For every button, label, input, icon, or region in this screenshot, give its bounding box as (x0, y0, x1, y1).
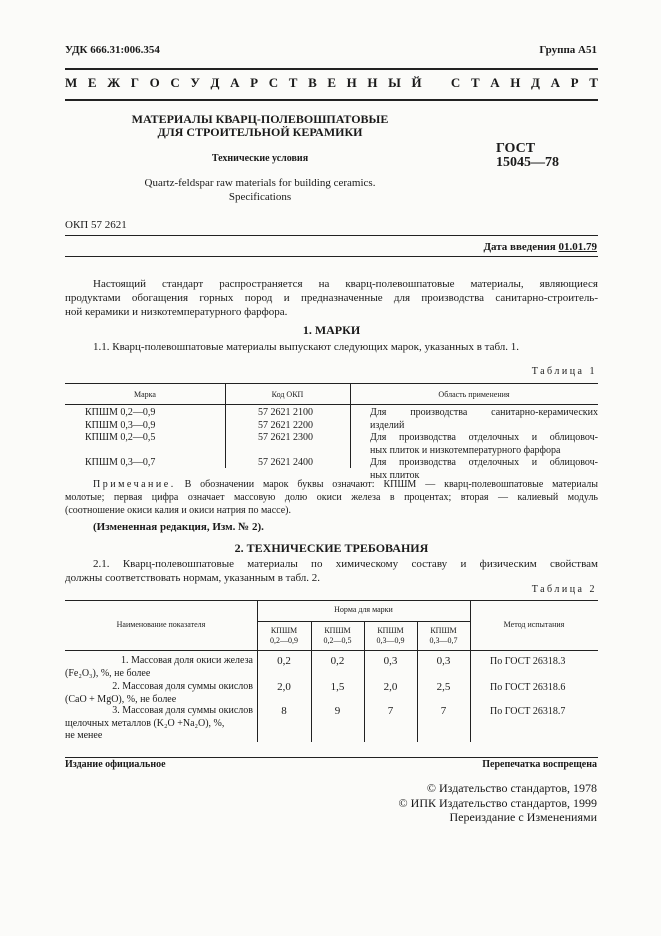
table1-header-use: Область применения (438, 390, 510, 399)
intro-line3: ной керамики и низкотемпературного фарфора. (65, 306, 288, 318)
banner-letter: Н (367, 75, 378, 90)
banner-letter: С (450, 75, 461, 90)
table2-value: 2,5 (436, 681, 451, 693)
table2-value: 2,0 (277, 681, 291, 693)
table-row (65, 655, 253, 680)
table-row (370, 407, 598, 432)
table1-cell-use: Для производства отделочных и облицовоч- (370, 457, 598, 468)
table1-note-line1 (93, 479, 598, 492)
table1-header-border (65, 404, 598, 405)
table2-indicator-line: щелочных металлов (K₂O +Na₂O), %, (65, 717, 225, 729)
banner-letter: Е (87, 75, 97, 90)
table1-cell-use: Для производства отделочных и облицовоч- (370, 432, 598, 443)
table1-top-border (65, 383, 598, 384)
table2-method: По ГОСТ 26318.7 (490, 706, 566, 717)
table2-value: 7 (387, 705, 394, 717)
section1-para: 1.1. Кварц-полевошпатовые материалы выпускают следующих марок, указанных в табл. 1. (93, 341, 520, 353)
banner-letter: В (308, 75, 317, 90)
intro-date-label: Дата введения (483, 241, 556, 253)
table2-mark-col (364, 626, 417, 646)
banner-letter: Т (589, 75, 598, 90)
banner-letter: Р (570, 75, 579, 90)
table1-cell-code: 57 2621 2100 (258, 407, 313, 418)
okp-code: ОКП 57 2621 (65, 219, 127, 231)
banner-letter: М (65, 75, 78, 90)
table2-value: 2,0 (383, 681, 398, 693)
intro-date (483, 241, 597, 253)
table2-value: 8 (281, 705, 287, 717)
reissue-note: Переиздание с Изменениями (449, 810, 597, 824)
mark-range: 0,2—0,5 (323, 636, 352, 645)
table2-header-method: Метод испытания (503, 620, 565, 629)
table2-mark-col (311, 626, 364, 646)
table2-norm-subheader-border (257, 621, 470, 622)
table2-method: По ГОСТ 26318.6 (490, 682, 566, 693)
section1-heading: 1. МАРКИ (302, 323, 361, 337)
banner-letter: С (268, 75, 279, 90)
intro-line2: продуктами обогащения горных пород и предназначенные для производства санитарно-строитель- (65, 292, 598, 304)
table1-note-line3: (соотношение окиси калия и окиси натрия по массе). (65, 505, 291, 516)
mark-range: 0,3—0,7 (429, 636, 458, 645)
banner-letter: Р (250, 75, 259, 90)
table1-cell-mark: КПШМ 0,3—0,7 (85, 457, 156, 468)
banner-letter: С (170, 75, 180, 90)
table2-value: 0,2 (330, 655, 345, 667)
mark-name: КПШМ (377, 626, 404, 635)
table2-mark-col (417, 626, 470, 646)
doc-title-line1: МАТЕРИАЛЫ КВАРЦ-ПОЛЕВОШПАТОВЫЕ (131, 112, 389, 126)
banner-letter: А (490, 75, 500, 90)
doc-title-en-line1: Quartz-feldspar raw materials for building ceramics. (144, 177, 376, 189)
table1-caption: Таблица 1 (531, 366, 597, 377)
banner-letter: Е (327, 75, 337, 90)
banner-letter: О (149, 75, 160, 90)
doc-title-line2: ДЛЯ СТРОИТЕЛЬНОЙ КЕРАМИКИ (157, 125, 363, 139)
table1-header-mark: Марка (134, 390, 156, 399)
footer-rule (65, 757, 598, 758)
copyright-1999: © ИПК Издательство стандартов, 1999 (398, 795, 597, 810)
table2-method: По ГОСТ 26318.3 (490, 656, 566, 667)
table2-caption: Таблица 2 (531, 584, 597, 595)
doc-title-en-line2: Specifications (228, 191, 292, 203)
table1-cell-code: 57 2621 2300 (258, 432, 313, 443)
amendment-note: (Измененная редакция, Изм. № 2). (93, 521, 264, 533)
table-row (85, 407, 155, 432)
banner-letter: Д (531, 75, 540, 90)
table-row (258, 407, 313, 432)
banner-letter (432, 75, 440, 93)
table1-cell-mark: КПШМ 0,2—0,9 (85, 407, 156, 418)
copyright-1978: © Издательство стандартов, 1978 (426, 781, 597, 795)
banner-letter: Г (130, 75, 139, 90)
table-row (370, 432, 598, 457)
banner-letter: Й (411, 75, 422, 90)
banner-letter: А (230, 75, 240, 90)
banner-letter: Н (510, 75, 521, 90)
table2-value: 9 (334, 705, 341, 717)
reprint-prohibited: Перепечатка воспрещена (482, 759, 597, 770)
official-edition: Издание официальное (65, 759, 166, 770)
table2-header-border (65, 650, 598, 651)
table2-indicator-line: (CaO + MgO), %, не более (65, 693, 177, 705)
header-rule-top (65, 68, 598, 70)
table1-cell-mark: КПШМ 0,3—0,9 (85, 419, 156, 431)
table2-value: 1,5 (330, 681, 345, 693)
table2-indicator-line: (Fe₂O₃), %, не более (65, 667, 151, 679)
table2-indicator-line: 3. Массовая доля суммы окислов (112, 705, 253, 716)
table2-indicator-line: 1. Массовая доля окиси железа (120, 655, 253, 666)
table1-cell-use: ных плиток и низкотемпературного фарфора (370, 444, 561, 456)
banner-letter: Ы (388, 75, 401, 90)
banner-letter: Н (346, 75, 357, 90)
table2-value: 0,2 (277, 655, 291, 667)
note-label: Примечание. (93, 479, 176, 490)
mark-range: 0,2—0,9 (270, 636, 298, 645)
banner-letter: У (190, 75, 200, 90)
intro-line1: Настоящий стандарт распространяется на кварц-полевошпатовые материалы, являющиеся (93, 278, 598, 290)
table1-cell-use: Для производства санитарно-керамических (370, 407, 598, 418)
gost-number: 15045—78 (496, 155, 559, 170)
mark-name: КПШМ (270, 626, 298, 635)
section2-heading: 2. ТЕХНИЧЕСКИЕ ТРЕБОВАНИЯ (234, 541, 429, 555)
banner-letter: Д (210, 75, 220, 90)
banner-letter: Т (470, 75, 480, 90)
table1-note-line2: молотые; первая цифра означает массовую долю окиси железа в процентах; вторая — калиевый модуль (65, 492, 598, 503)
table1-cell-use: ных плиток (370, 469, 420, 481)
doc-subtitle: Технические условия (211, 153, 309, 164)
header-rule-bottom (65, 99, 598, 101)
table2-indicator-line: не менее (65, 730, 103, 741)
table2-indicator-line: 2. Массовая доля суммы окислов (112, 681, 253, 692)
table2-top-border (65, 600, 598, 601)
table1-cell-mark: КПШМ 0,2—0,5 (85, 432, 156, 443)
copyright-block (399, 781, 597, 825)
banner-letter: Ж (107, 75, 121, 90)
table2-mark-col (257, 626, 311, 646)
table1-cell-code: 57 2621 2400 (258, 457, 313, 468)
mark-name: КПШМ (430, 626, 457, 635)
table2-header-norm: Норма для марки (334, 605, 393, 614)
table-row (65, 705, 253, 743)
banner-letter: А (550, 75, 560, 90)
table1-cell-use: изделий (370, 419, 405, 431)
table2-header-indicator: Наименование показателя (116, 620, 206, 629)
mark-range: 0,3—0,9 (376, 636, 405, 645)
table2-value: 0,3 (383, 655, 398, 667)
table2-value: 7 (440, 705, 447, 717)
mark-name: КПШМ (324, 626, 351, 635)
okp-rule (65, 235, 598, 236)
banner-letter: Т (288, 75, 298, 90)
intro-date-value: 01.01.79 (558, 241, 597, 253)
note-text: В обозначении марок буквы означают: КПШМ — кварц-полевошпатовые материалы (184, 479, 599, 490)
date-rule (65, 256, 598, 257)
table1-cell-code: 57 2621 2200 (258, 419, 313, 431)
group-code: Группа А51 (539, 44, 597, 56)
table2-value: 0,3 (436, 655, 451, 667)
udk-code: УДК 666.31:006.354 (65, 44, 160, 56)
table-row (65, 681, 253, 706)
standard-banner (65, 75, 598, 93)
section2-para-line2: должны соответствовать нормам, указанным в табл. 2. (65, 572, 321, 584)
gost-label: ГОСТ (496, 141, 536, 156)
section2-para-line1: 2.1. Кварц-полевошпатовые материалы по химическому составу и физическим свойствам (93, 558, 598, 570)
table1-header-code: Код ОКП (271, 390, 304, 399)
